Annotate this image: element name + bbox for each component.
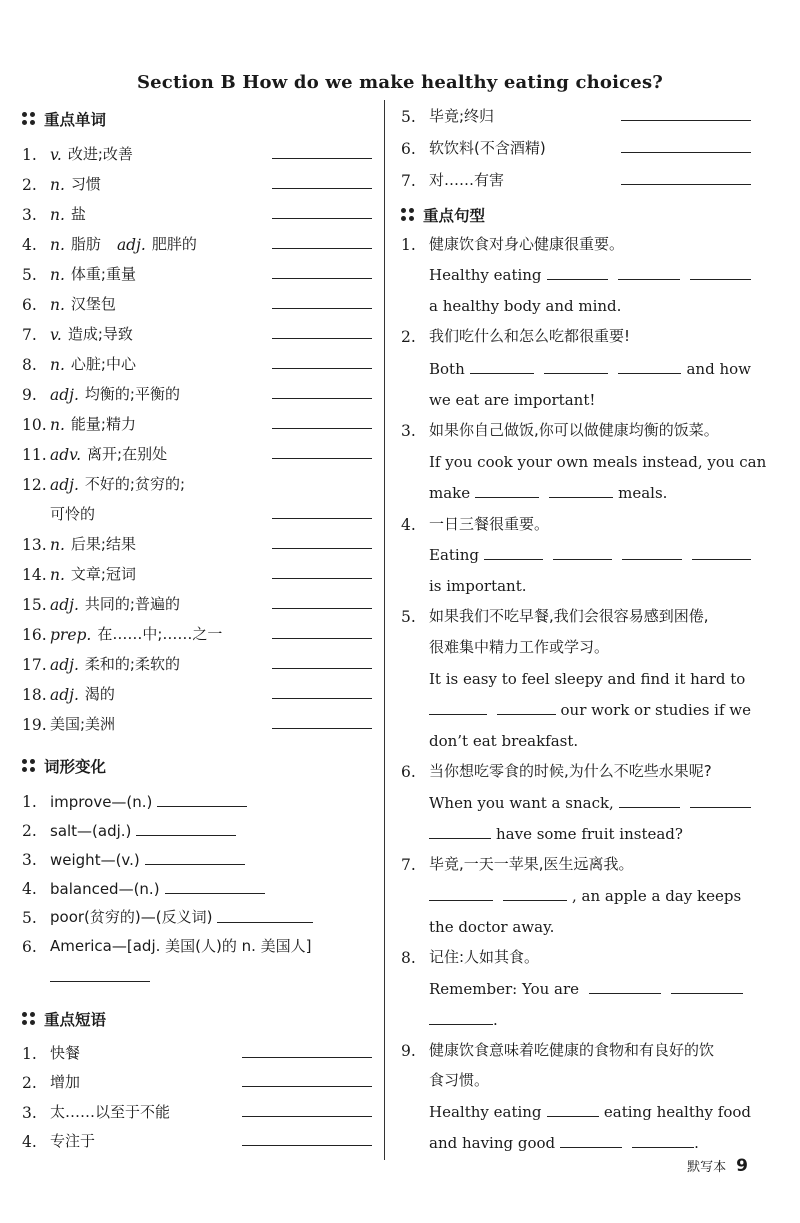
vocab-row-4: 4. n. 脂肪 adj. 肥胖的 [22,228,372,254]
answer-blank[interactable] [621,152,751,153]
sentence-9-line-1: Healthy eating eating healthy food [429,1103,751,1121]
answer-blank[interactable] [497,714,555,715]
answer-blank[interactable] [242,1116,372,1117]
answer-blank[interactable] [272,668,372,669]
sentence-9-line-2: and having good . [429,1134,699,1152]
sentence-7-line-2: the doctor away. [429,918,555,936]
sentence-1-line-2: a healthy body and mind. [429,297,622,315]
answer-blank[interactable] [217,922,313,923]
answer-blank[interactable] [272,158,372,159]
answer-blank[interactable] [544,373,608,374]
sentence-1-cn: 1. 健康饮食对身心健康很重要。 [401,235,625,254]
sentence-4-line-2: is important. [429,577,527,595]
vocab-row-6: 6. n. 汉堡包 [22,288,372,314]
vocab-row-17: 17. adj. 柔和的;柔软的 [22,648,372,674]
page-title: Section B How do we make healthy eating choices? [136,72,664,93]
answer-blank[interactable] [272,698,372,699]
vocab-row-13: 13. n. 后果;结果 [22,528,372,554]
answer-blank[interactable] [242,1145,372,1146]
answer-blank[interactable] [272,248,372,249]
form-row-4: 4. balanced—(n.) [22,872,372,898]
sentence-7-line-1: , an apple a day keeps [429,879,751,905]
sentence-8-cn: 8. 记住:人如其食。 [401,948,540,967]
page-number: 9 [736,1156,748,1176]
answer-blank[interactable] [549,497,613,498]
form-row-6-cont [22,960,372,986]
sentence-5-line-3: don’t eat breakfast. [429,732,579,750]
form-row-2: 2. salt—(adj.) [22,814,372,840]
answer-blank[interactable] [560,1147,622,1148]
answer-blank[interactable] [272,608,372,609]
answer-blank[interactable] [475,497,539,498]
vocab-row-1: 1. v. 改进;改善 [22,138,372,164]
answer-blank[interactable] [429,1024,493,1025]
sentence-3-line-2: make meals. [429,484,668,502]
answer-blank[interactable] [618,279,679,280]
answer-blank[interactable] [429,714,487,715]
phrase-row-5: 5. 毕竟;终归 [401,100,751,126]
sentences-heading: 重点句型 [401,204,485,226]
phrase-row-2: 2. 增加 [22,1066,372,1092]
page-footer [687,1156,748,1176]
answer-blank[interactable] [547,279,608,280]
vocab-row-5: 5. n. 体重;重量 [22,258,372,284]
sentence-8-line-1: Remember: You are [429,972,751,998]
vocab-row-2: 2. n. 习惯 [22,168,372,194]
answer-blank[interactable] [484,559,543,560]
answer-blank[interactable] [503,900,567,901]
answer-blank[interactable] [272,338,372,339]
answer-blank[interactable] [242,1057,372,1058]
sentence-8-line-2: . [429,1003,751,1029]
vocab-row-12-cont: 可怜的 [22,498,372,524]
form-row-5: 5. poor(贫穷的)—(反义词) [22,901,372,927]
answer-blank[interactable] [272,398,372,399]
answer-blank[interactable] [272,368,372,369]
sentence-2-cn: 2. 我们吃什么和怎么吃都很重要! [401,327,631,346]
answer-blank[interactable] [272,578,372,579]
answer-blank[interactable] [272,218,372,219]
answer-blank[interactable] [553,559,612,560]
answer-blank[interactable] [692,559,751,560]
answer-blank[interactable] [619,807,680,808]
phrase-row-6: 6. 软饮料(不含酒精) [401,132,751,158]
answer-blank[interactable] [272,458,372,459]
answer-blank[interactable] [470,373,534,374]
sentence-2-line-2: we eat are important! [429,391,596,409]
form-row-6: 6. America—[adj. 美国(人)的 n. 美国人] [22,937,312,956]
phrase-row-1: 1. 快餐 [22,1037,372,1063]
vocab-row-14: 14. n. 文章;冠词 [22,558,372,584]
vocab-row-11: 11. adv. 离开;在别处 [22,438,372,464]
column-divider [384,100,385,1160]
answer-blank[interactable] [690,807,751,808]
sentence-9-cn-2: 食习惯。 [429,1071,490,1089]
phrase-row-7: 7. 对……有害 [401,164,751,190]
answer-blank[interactable] [621,120,751,121]
answer-blank[interactable] [429,838,491,839]
sentence-5-cn-2: 很难集中精力工作或学习。 [429,638,610,656]
answer-blank[interactable] [165,893,265,894]
form-row-1: 1. improve—(n.) [22,785,372,811]
sentence-5-line-2: our work or studies if we [429,693,751,719]
answer-blank[interactable] [145,864,245,865]
clover-dots-icon [401,208,415,222]
answer-blank[interactable] [157,806,247,807]
answer-blank[interactable] [589,993,661,994]
phrase-row-3: 3. 太……以至于不能 [22,1096,372,1122]
sentence-6-line-2: have some fruit instead? [429,817,751,843]
vocab-row-16: 16. prep. 在……中;……之一 [22,618,372,644]
answer-blank[interactable] [136,835,236,836]
sentence-5-cn: 5. 如果我们不吃早餐,我们会很容易感到困倦, [401,607,709,626]
clover-dots-icon [22,759,36,773]
sentence-6-line-1: When you want a snack, [429,786,751,812]
answer-blank[interactable] [671,993,743,994]
sentence-2-line-1: Both and how [429,360,751,378]
answer-blank[interactable] [547,1116,599,1117]
vocab-row-12: 12. adj. 不好的;贫穷的; [22,475,186,494]
answer-blank[interactable] [632,1147,694,1148]
form-row-3: 3. weight—(v.) [22,843,372,869]
vocab-row-15: 15. adj. 共同的;普遍的 [22,588,372,614]
sentence-5-line-1: It is easy to feel sleepy and find it hard to [429,670,746,688]
forms-heading: 词形变化 [22,755,106,777]
answer-blank[interactable] [622,559,681,560]
footer-label: 默写本 [687,1160,727,1175]
vocab-row-18: 18. adj. 渴的 [22,678,372,704]
sentence-1-line-1: Healthy eating [429,258,751,284]
answer-blank[interactable] [272,728,372,729]
vocab-row-7: 7. v. 造成;导致 [22,318,372,344]
vocab-row-3: 3. n. 盐 [22,198,372,224]
answer-blank[interactable] [272,548,372,549]
vocab-row-9: 9. adj. 均衡的;平衡的 [22,378,372,404]
answer-blank[interactable] [272,308,372,309]
answer-blank[interactable] [690,279,751,280]
sentence-4-line-1: Eating [429,538,751,564]
answer-blank[interactable] [272,188,372,189]
sentence-3-cn: 3. 如果你自己做饭,你可以做健康均衡的饭菜。 [401,421,719,440]
answer-blank[interactable] [272,428,372,429]
clover-dots-icon [22,112,36,126]
sentence-6-cn: 6. 当你想吃零食的时候,为什么不吃些水果呢? [401,762,712,781]
sentence-9-cn: 9. 健康饮食意味着吃健康的食物和有良好的饮 [401,1041,715,1060]
phrases-heading: 重点短语 [22,1008,106,1030]
answer-blank[interactable] [621,184,751,185]
answer-blank[interactable] [618,373,682,374]
vocab-row-19: 19. 美国;美洲 [22,708,372,734]
sentence-4-cn: 4. 一日三餐很重要。 [401,515,550,534]
answer-blank[interactable] [272,518,372,519]
sentence-3-line-1: If you cook your own meals instead, you can [429,453,767,471]
answer-blank[interactable] [272,638,372,639]
phrase-row-4: 4. 专注于 [22,1125,372,1151]
answer-blank[interactable] [429,900,493,901]
vocab-row-10: 10. n. 能量;精力 [22,408,372,434]
vocab-row-8: 8. n. 心脏;中心 [22,348,372,374]
clover-dots-icon [22,1012,36,1026]
sentence-7-cn: 7. 毕竟,一天一苹果,医生远离我。 [401,855,634,874]
answer-blank[interactable] [50,981,150,982]
vocab-heading: 重点单词 [22,108,106,130]
answer-blank[interactable] [242,1086,372,1087]
answer-blank[interactable] [272,278,372,279]
